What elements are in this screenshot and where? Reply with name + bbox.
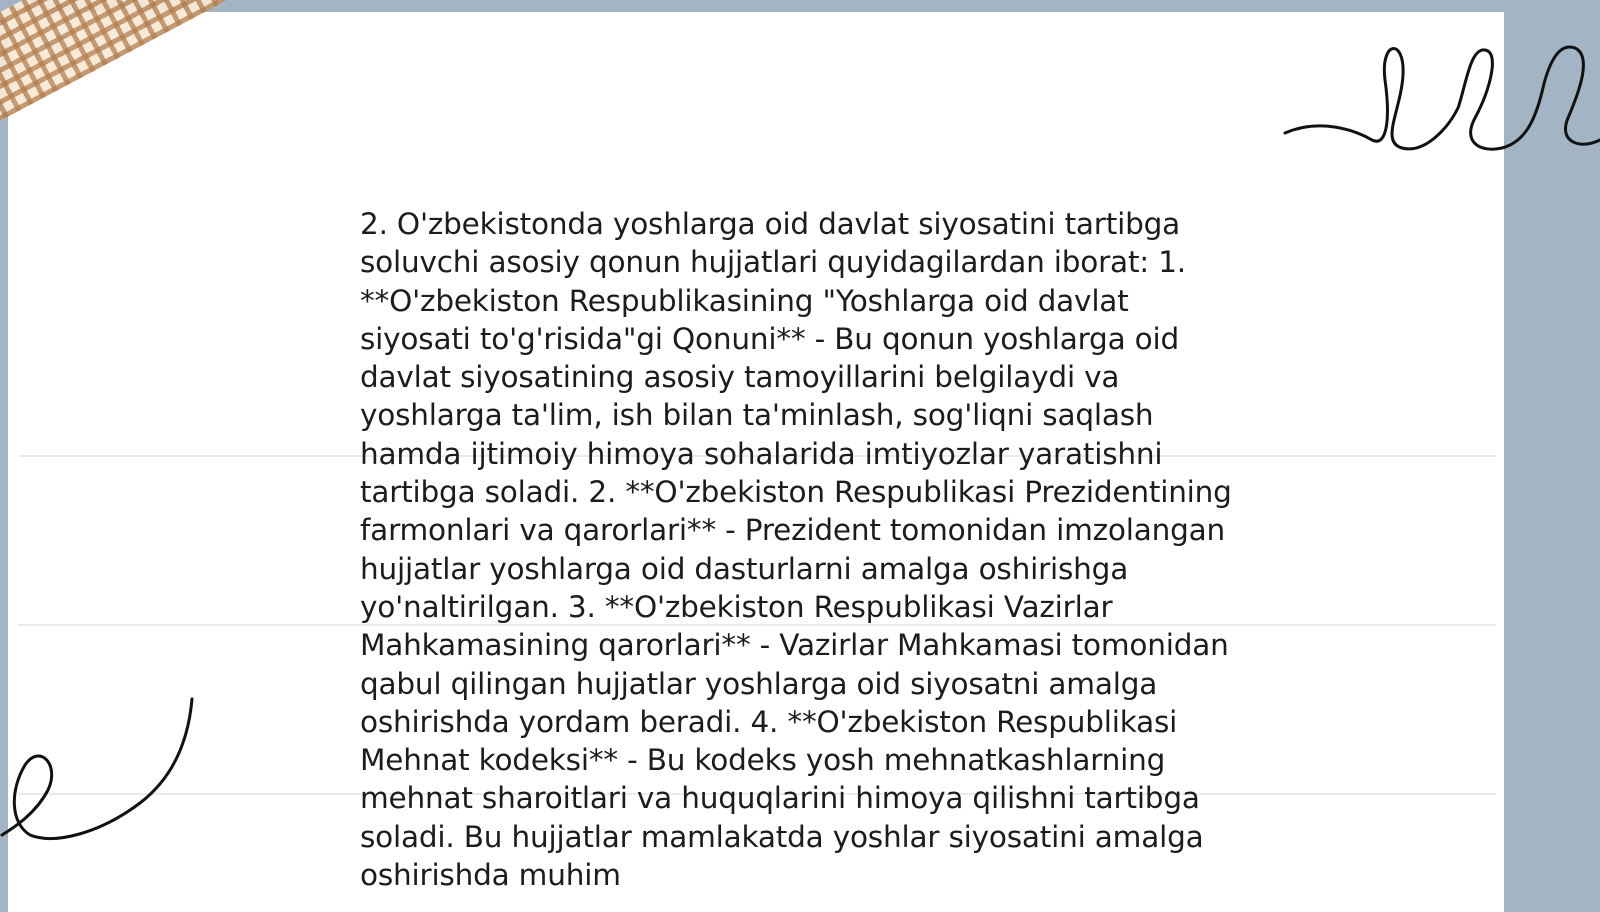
document-body-text: 2. O'zbekistonda yoshlarga oid davlat siyosatini tartibga soluvchi asosiy qonun hujjatlari quyidagilardan iborat: 1. **O'zbekiston Respublikasining "Yoshlarga oid davlat siyosati to'g'risida"gi Qonuni** - Bu qonun yoshlarga oid davlat siyosatining asosiy tamoyillarini belgilaydi va yoshlarga ta'lim, ish bilan ta'minlash, sog'liqni saqlash hamda ijtimoiy himoya sohalarida imtiyozlar yaratishni tartibga soladi. 2. **O'zbekiston Respublikasi Prezidentining farmonlari va qarorlari** - Prezident tomonidan imzolangan hujjatlar yoshlarga oid dasturlarni amalga oshirishga yo'naltirilgan. 3. **O'zbekiston Respublikasi Vazirlar Mahkamasining qarorlari** - Vazirlar Mahkamasi tomonidan qabul qilingan hujjatlar yoshlarga oid siyosatni amalga oshirishda yordam beradi. 4. **O'zbekiston Respublikasi Mehnat kodeksi** - Bu kodeks yosh mehnatkashlarning mehnat sharoitlari va huquqlarini himoya qilishni tartibga soladi. Bu hujjatlar mamlakatda yoshlar siyosatini amalga oshirishda muhim (360, 207, 1232, 893)
loop-scribble-doodle (1280, 30, 1600, 165)
swoosh-doodle (0, 695, 205, 850)
